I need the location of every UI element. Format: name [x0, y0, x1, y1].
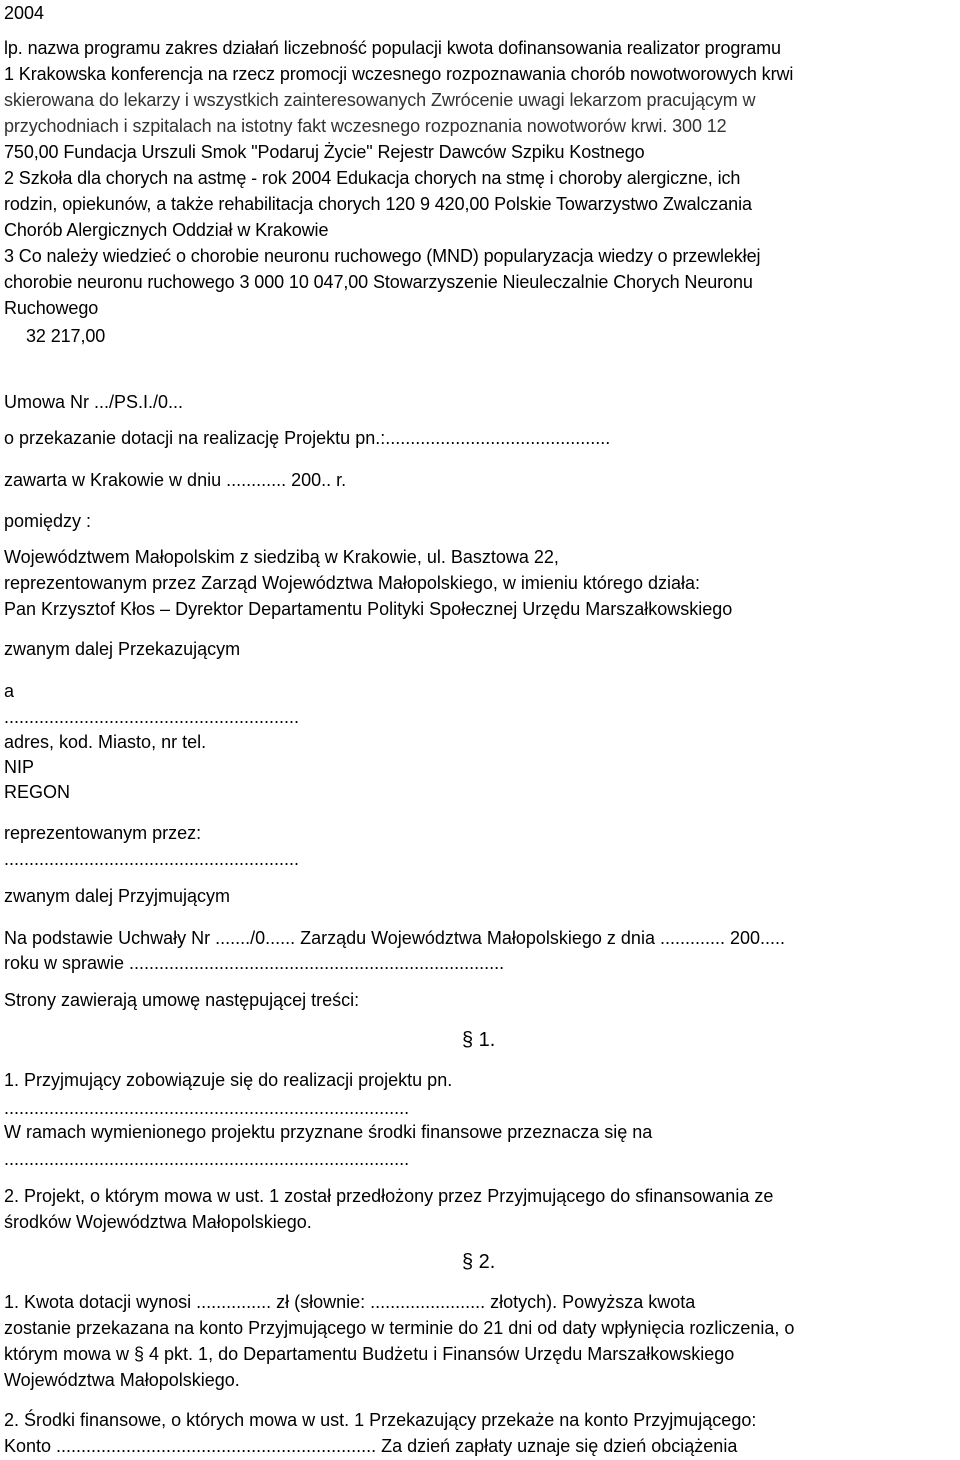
section-2-paragraph: 1. Kwota dotacji wynosi ............... zł (słownie: ....................... złotych). Powyższa kwota — [4, 1292, 696, 1312]
party1-line: Województwem Małopolskim z siedzibą w Krakowie, ul. Basztowa 22, — [4, 547, 559, 567]
section-1-blank: ................................................................................. — [4, 1149, 410, 1169]
table-line: Ruchowego — [4, 298, 99, 318]
section-2-paragraph: którym mowa w § 4 pkt. 1, do Departamentu Budżetu i Finansów Urzędu Marszałkowskiego — [4, 1344, 735, 1364]
table-line: 1 Krakowska konferencja na rzecz promocji wczesnego rozpoznawania chorób nowotworowych krwi — [4, 64, 794, 84]
table-line: Chorób Alergicznych Oddział w Krakowie — [4, 220, 329, 240]
table-total: 32 217,00 — [26, 326, 106, 346]
contract-subject: o przekazanie dotacji na realizację Projektu pn.:............................................. — [4, 428, 611, 448]
party1-line: Pan Krzysztof Kłos – Dyrektor Departamentu Polityki Społecznej Urzędu Marszałkowskiego — [4, 599, 733, 619]
party2-alias: zwanym dalej Przyjmującym — [4, 886, 231, 906]
section-1-paragraph: W ramach wymienionego projektu przyznane środki finansowe przeznacza się na — [4, 1122, 653, 1142]
section-2-paragraph: Województwa Małopolskiego. — [4, 1370, 240, 1390]
contract-between: pomiędzy : — [4, 511, 92, 531]
table-line: 3 Co należy wiedzieć o chorobie neuronu ruchowego (MND) popularyzacja wiedzy o przewlekłej — [4, 246, 761, 266]
section-1-paragraph: 2. Projekt, o którym mowa w ust. 1 został przedłożony przez Przyjmującego do sfinansowania ze — [4, 1186, 774, 1206]
section-1-blank: ................................................................................. — [4, 1098, 410, 1118]
table-line: 2 Szkoła dla chorych na astmę - rok 2004 Edukacja chorych na stmę i choroby alergiczne, ich — [4, 168, 741, 188]
party2-blank: ........................................................... — [4, 707, 300, 727]
party2-repr: reprezentowanym przez: — [4, 823, 202, 843]
table-line: przychodniach i szpitalach na istotny fakt wczesnego rozpoznania nowotworów krwi. 300 12 — [4, 116, 727, 136]
basis-line: roku w sprawie ........................................................................... — [4, 953, 505, 973]
party2-address: adres, kod. Miasto, nr tel. — [4, 732, 207, 752]
section-2-paragraph: Konto ................................................................ Za dzień zapłaty uznaje się dzień obciążenia — [4, 1436, 738, 1456]
contract-intro: Strony zawierają umowę następującej treści: — [4, 990, 360, 1010]
table-line: chorobie neuronu ruchowego 3 000 10 047,00 Stowarzyszenie Nieuleczalnie Chorych Neuronu — [4, 272, 753, 292]
party2-nip: NIP — [4, 757, 35, 777]
contract-place-date: zawarta w Krakowie w dniu ............ 200.. r. — [4, 470, 347, 490]
party1-alias: zwanym dalej Przekazującym — [4, 639, 241, 659]
section-1-paragraph: 1. Przyjmujący zobowiązuje się do realizacji projektu pn. — [4, 1070, 453, 1090]
table-line: 750,00 Fundacja Urszuli Smok "Podaruj Życie" Rejestr Dawców Szpiku Kostnego — [4, 142, 645, 162]
table-line: lp. nazwa programu zakres działań liczebność populacji kwota dofinansowania realizator programu — [4, 38, 781, 58]
table-line: rodzin, opiekunów, a także rehabilitacja chorych 120 9 420,00 Polskie Towarzystwo Zwalczania — [4, 194, 752, 214]
section-1-paragraph: środków Województwa Małopolskiego. — [4, 1212, 312, 1232]
table-line: skierowana do lekarzy i wszystkich zainteresowanych Zwrócenie uwagi lekarzom pracującym w — [4, 90, 756, 110]
conjunction-and: a — [4, 681, 15, 701]
contract-title: Umowa Nr .../PS.I./0... — [4, 392, 184, 412]
party1-line: reprezentowanym przez Zarząd Województwa Małopolskiego, w imieniu którego działa: — [4, 573, 700, 593]
section-2-paragraph: 2. Środki finansowe, o których mowa w ust. 1 Przekazujący przekaże na konto Przyjmującego: — [4, 1410, 757, 1430]
section-2-paragraph: zostanie przekazana na konto Przyjmującego w terminie do 21 dni od daty wpłynięcia rozliczenia, o — [4, 1318, 795, 1338]
year-header: 2004 — [4, 3, 45, 23]
basis-line: Na podstawie Uchwały Nr ......./0...... Zarządu Województwa Małopolskiego z dnia ............. 200..... — [4, 928, 786, 948]
party2-regon: REGON — [4, 782, 71, 802]
section-2-heading: § 2. — [462, 1251, 496, 1273]
party2-repr-blank: ........................................................... — [4, 849, 300, 869]
section-1-heading: § 1. — [462, 1029, 496, 1051]
